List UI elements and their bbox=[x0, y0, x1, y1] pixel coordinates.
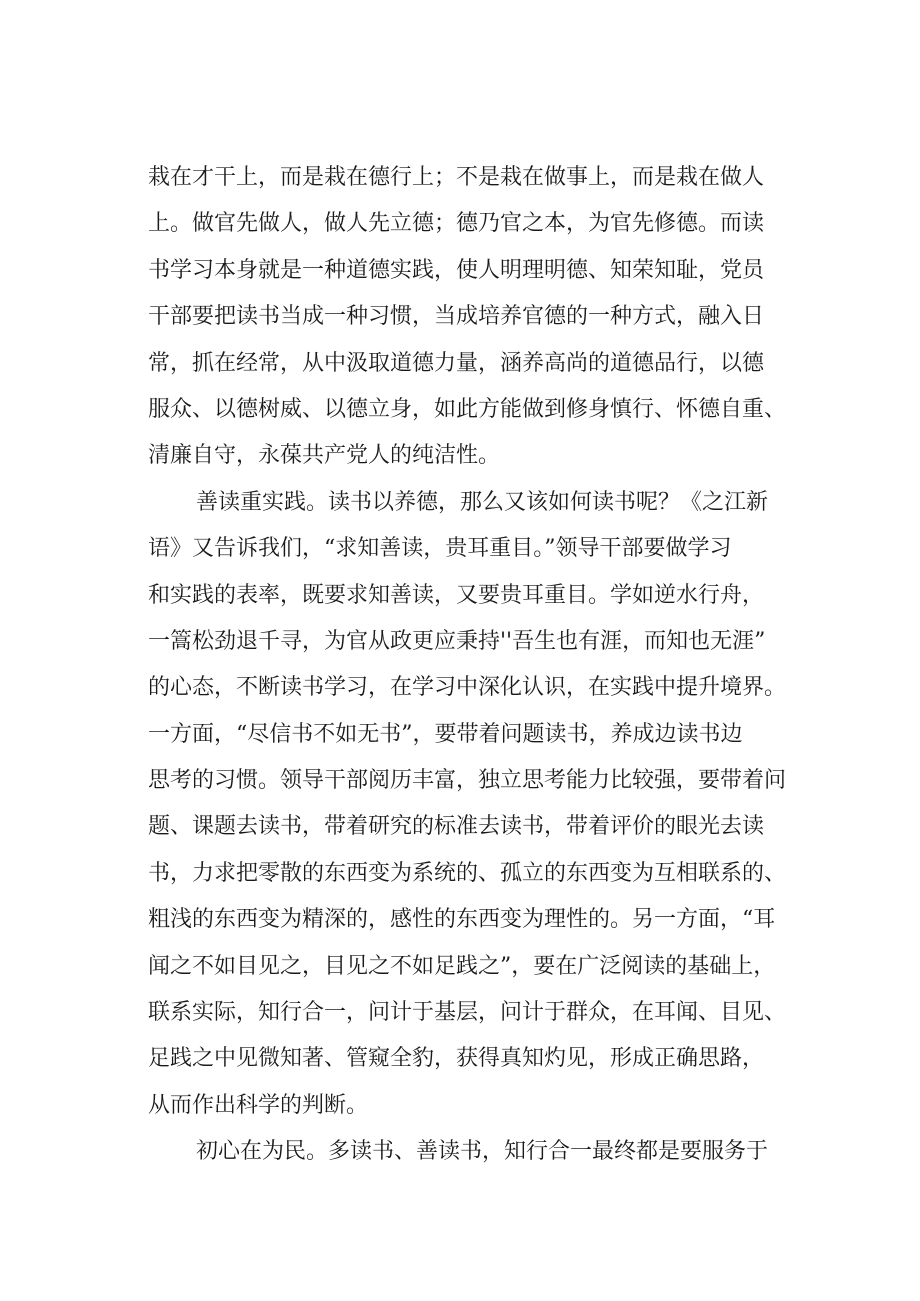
text-line: 题、课题去读书，带着研究的标准去读书，带着评价的眼光去读 bbox=[148, 814, 765, 840]
text-line: 栽在才干上，而是栽在德行上；不是栽在做事上，而是栽在做人 bbox=[148, 165, 765, 190]
text-line: 书，力求把零散的东西变为系统的、孤立的东西变为互相联系的、 bbox=[148, 860, 787, 886]
text-line: 从而作出科学的判断。 bbox=[148, 1092, 369, 1118]
text-line: 的心态，不断读书学习，在学习中深化认识，在实践中提升境界。 bbox=[148, 675, 787, 701]
text-line: 上。做官先做人，做人先立德；德乃官之本，为官先修德。而读 bbox=[148, 211, 765, 237]
paragraph bbox=[148, 155, 828, 480]
text-line: 闻之不如目见之，目见之不如足践之”，要在广泛阅读的基础上， bbox=[148, 953, 776, 979]
text-line: 书学习本身就是一种道德实践，使人明理明德、知荣知耻，党员 bbox=[148, 257, 765, 283]
paragraph bbox=[148, 480, 828, 1129]
text-line: 善读重实践。读书以养德，那么又该如何读书呢？《之江新 bbox=[196, 489, 769, 515]
text-line: 粗浅的东西变为精深的，感性的东西变为理性的。另一方面，“耳 bbox=[148, 907, 776, 933]
text-line: 初心在为民。多读书、善读书，知行合一最终都是要服务于 bbox=[196, 1139, 769, 1165]
text-line: 和实践的表率，既要求知善读，又要贵耳重目。学如逆水行舟， bbox=[148, 582, 765, 608]
text-line: 语》又告诉我们，“求知善读，贵耳重目。”领导干部要做学习 bbox=[148, 536, 732, 562]
paragraph bbox=[148, 1129, 828, 1175]
text-line: 一篙松劲退千寻，为官从政更应秉持''吾生也有涯，而知也无涯” bbox=[148, 628, 766, 654]
text-line: 足践之中见微知著、管窥全豹，获得真知灼见，形成正确思路， bbox=[148, 1046, 765, 1072]
text-line: 服众、以德树威、以德立身，如此方能做到修身慎行、怀德自重、 bbox=[148, 396, 787, 422]
text-line: 干部要把读书当成一种习惯，当成培养官德的一种方式，融入日 bbox=[148, 304, 765, 330]
body-text bbox=[148, 155, 828, 1176]
text-line: 常，抓在经常，从中汲取道德力量，涵养高尚的道德品行，以德 bbox=[148, 350, 765, 376]
text-line: 清廉自守，永葆共产党人的纯洁性。 bbox=[148, 443, 501, 469]
text-line: 联系实际，知行合一，问计于基层，问计于群众，在耳闻、目见、 bbox=[148, 1000, 787, 1026]
text-line: 一方面，“尽信书不如无书”，要带着问题读书，养成边读书边 bbox=[148, 721, 743, 747]
text-line: 思考的习惯。领导干部阅历丰富，独立思考能力比较强，要带着问 bbox=[148, 768, 787, 794]
